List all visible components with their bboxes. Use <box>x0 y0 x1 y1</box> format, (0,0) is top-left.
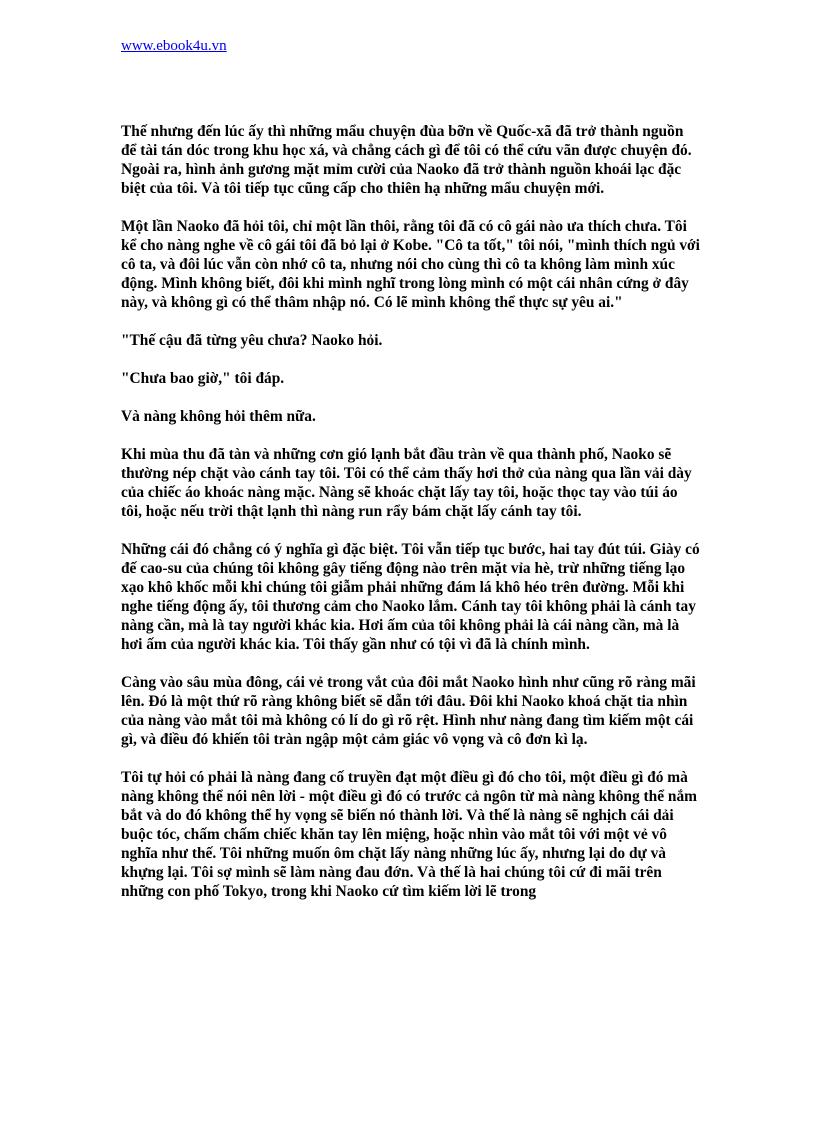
paragraph-4: "Chưa bao giờ," tôi đáp. <box>121 370 285 387</box>
paragraph-2: Một lần Naoko đã hỏi tôi, chỉ một lần thôi, rằng tôi đã có cô gái nào ưa thích chưa. Tôi kể cho nàng nghe về cô gái tôi đã bỏ lại ở Kobe. "Cô ta tốt," tôi nói, "mình thích ngủ với cô ta, và đôi lúc vẫn còn nhớ cô ta, nhưng nói cho cùng thì cô ta không làm mình xúc động. Mình không biết, đôi khi mình nghĩ trong lòng mình có một cái nhân cứng ở đây này, và không gì có thể thâm nhập nó. Có lẽ mình không thể thực sự yêu ai." <box>121 218 700 311</box>
paragraph-6: Khi mùa thu đã tàn và những cơn gió lạnh bắt đầu tràn về qua thành phố, Naoko sẽ thường nép chặt vào cánh tay tôi. Tôi có thể cảm thấy hơi thở của nàng qua lần vải dày của chiếc áo khoác nàng mặc. Nàng sẽ khoác chặt lấy tay tôi, hoặc thọc tay vào túi áo tôi, hoặc nếu trời thật lạnh thì nàng run rẩy bám chặt lấy cánh tay tôi. <box>121 446 692 520</box>
header-website-link[interactable]: www.ebook4u.vn <box>121 38 227 54</box>
document-body <box>121 122 701 920</box>
paragraph-3: "Thế cậu đã từng yêu chưa? Naoko hỏi. <box>121 332 383 349</box>
paragraph-9: Tôi tự hỏi có phải là nàng đang cố truyền đạt một điều gì đó cho tôi, một điều gì đó mà nàng không thể nói nên lời - một điều gì đó có trước cả ngôn từ mà nàng không thể nắm bắt và do đó không thể hy vọng sẽ biến nó thành lời. Và thế là nàng sẽ nghịch cái dải buộc tóc, chấm chấm chiếc khăn tay lên miệng, hoặc nhìn vào mắt tôi với một vẻ vô nghĩa như thế. Tôi những muốn ôm chặt lấy nàng những lúc ấy, nhưng lại do dự và khựng lại. Tôi sợ mình sẽ làm nàng đau đớn. Và thế là hai chúng tôi cứ đi mãi trên những con phố Tokyo, trong khi Naoko cứ tìm kiếm lời lẽ trong <box>121 769 697 900</box>
paragraph-5: Và nàng không hỏi thêm nữa. <box>121 408 316 425</box>
paragraph-1: Thế nhưng đến lúc ấy thì những mẩu chuyện đùa bỡn về Quốc-xã đã trở thành nguồn để tài tán dóc trong khu học xá, và chẳng cách gì để tôi có thể cứu vãn được chuyện đó. Ngoài ra, hình ảnh gương mặt mỉm cười của Naoko đã trở thành nguồn khoái lạc đặc biệt của tôi. Và tôi tiếp tục cũng cấp cho thiên hạ những mẩu chuyện mới. <box>121 123 692 197</box>
paragraph-7: Những cái đó chẳng có ý nghĩa gì đặc biệt. Tôi vẫn tiếp tục bước, hai tay đút túi. Giày có đế cao-su của chúng tôi không gây tiếng động nào trên mặt vỉa hè, trừ những tiếng lạo xạo khô khốc mỗi khi chúng tôi giẫm phải những đám lá khô héo trên đường. Mỗi khi nghe tiếng động ấy, tôi thương cảm cho Naoko lắm. Cánh tay tôi không phải là cánh tay nàng cần, mà là tay người khác kia. Hơi ấm của tôi không phải là cái nàng cần, mà là hơi ấm của người khác kia. Tôi thấy gần như có tội vì đã là chính mình. <box>121 541 700 653</box>
paragraph-8: Càng vào sâu mùa đông, cái vẻ trong vắt của đôi mắt Naoko hình như cũng rõ ràng mãi lên. Đó là một thứ rõ ràng không biết sẽ dẫn tới đâu. Đôi khi Naoko khoá chặt tia nhìn của nàng vào mắt tôi mà không có lí do gì rõ rệt. Hình như nàng đang tìm kiếm một cái gì, và điều đó khiến tôi tràn ngập một cảm giác vô vọng và cô đơn kì lạ. <box>121 674 696 748</box>
